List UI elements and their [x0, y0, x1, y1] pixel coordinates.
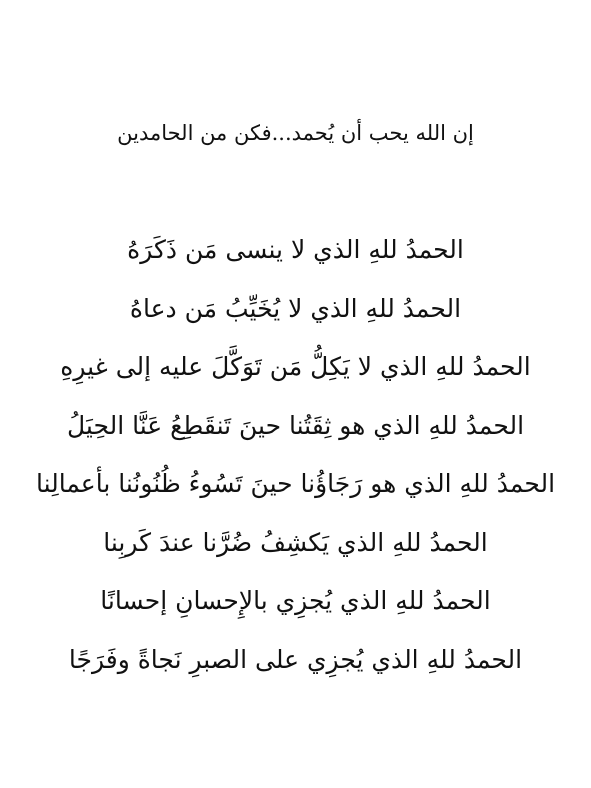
verse-line: الحمدُ للهِ الذي لا ينسى مَن ذَكَرَهُ: [127, 235, 464, 264]
verse-line: الحمدُ للهِ الذي لا يُخَيِّبُ مَن دعاهُ: [129, 293, 462, 323]
verse-line: الحمدُ للهِ الذي يَكشِفُ ضُرَّنا عندَ كَربِنا: [103, 527, 488, 557]
verse-line: الحمدُ للهِ الذي هو رَجَاؤُنا حينَ تَسُوءُ ظُنُونُنا بأعمالِنا: [35, 469, 556, 498]
page-title: إن الله يحب أن يُحمد...فكن من الحامدين: [117, 121, 474, 145]
verse-list: [0, 228, 591, 696]
verse-line: الحمدُ للهِ الذي يُجزِي بالإِحسانِ إحسانًا: [100, 586, 491, 615]
verse-line: الحمدُ للهِ الذي يُجزِي على الصبرِ نَجاةً وفَرَجًا: [68, 644, 523, 674]
verse-line: الحمدُ للهِ الذي هو ثِقَتُنا حينَ تَنقَطِعُ عَنَّا الحِيَلُ: [66, 410, 525, 440]
verse-line: الحمدُ للهِ الذي لا يَكِلُّ مَن تَوَكَّلَ عليه إلى غيرِهِ: [60, 352, 531, 381]
